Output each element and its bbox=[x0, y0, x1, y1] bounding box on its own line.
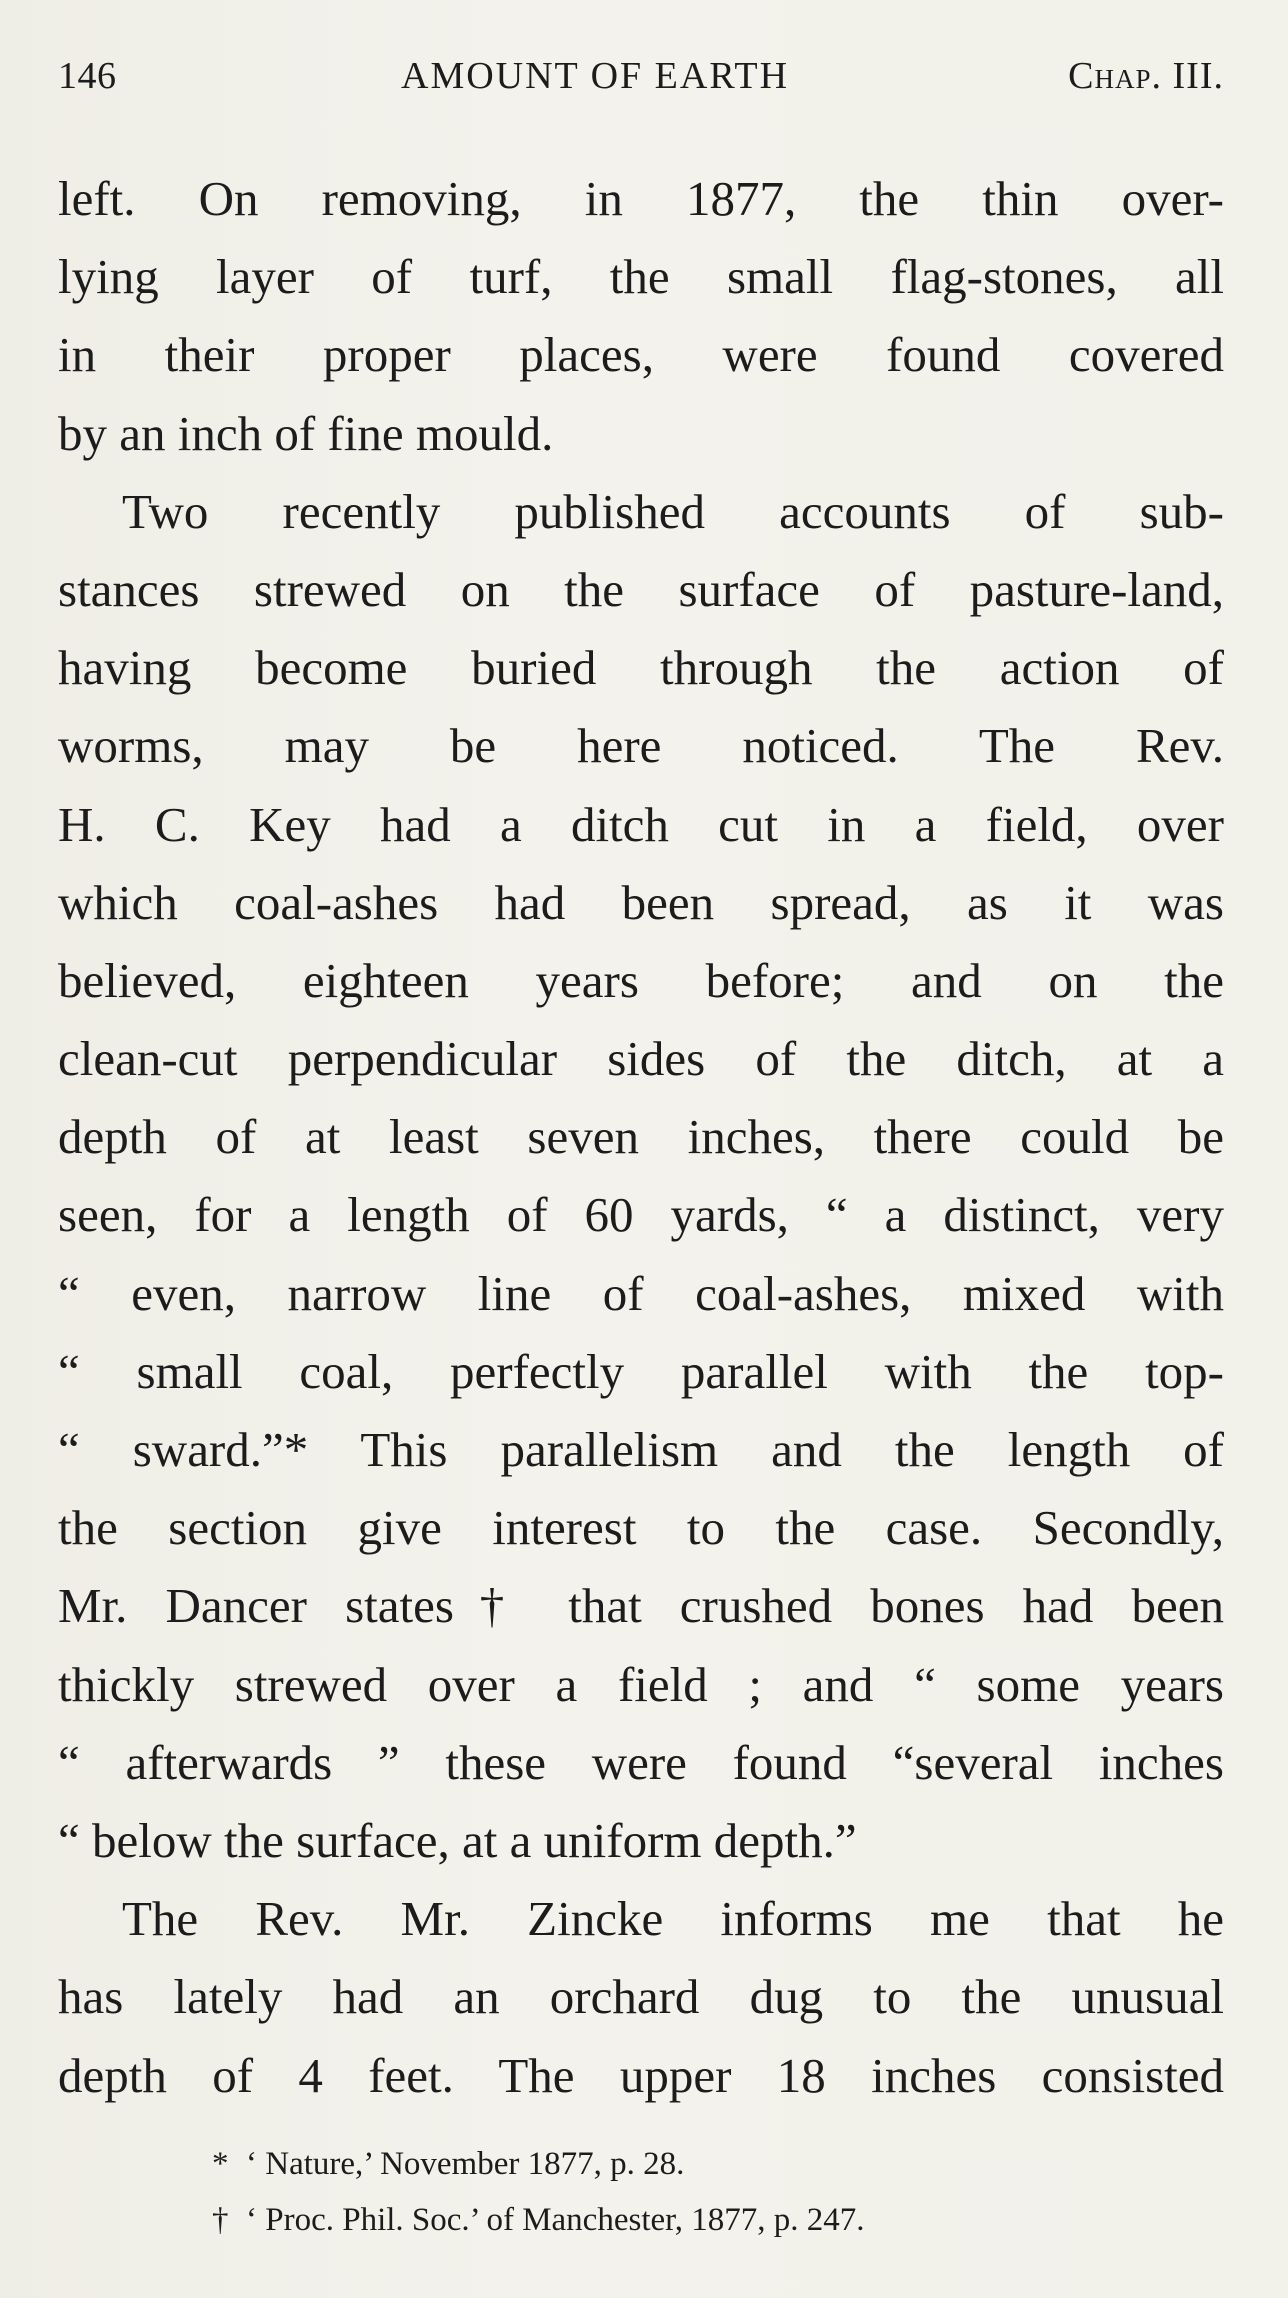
text-line: The Rev. Mr. Zincke informs me that he bbox=[122, 1891, 1224, 1947]
body-text bbox=[58, 160, 1224, 2115]
footnotes bbox=[212, 2136, 1112, 2248]
footnote bbox=[212, 2192, 1112, 2248]
text-line: “ below the surface, at a uniform depth.” bbox=[58, 1812, 857, 1868]
running-title: AMOUNT OF EARTH bbox=[401, 55, 790, 97]
text-line: clean-cut perpendicular sides of the ditch, at a bbox=[58, 1031, 1224, 1087]
footnote-text: ‘ Nature,’ November 1877, p. 28. bbox=[246, 2146, 685, 2182]
page-number: 146 bbox=[58, 55, 117, 97]
text-line: the section give interest to the case. Secondly, bbox=[58, 1500, 1224, 1556]
footnote-text: ‘ Proc. Phil. Soc.’ of Manchester, 1877, p. 247. bbox=[246, 2202, 865, 2238]
text-line: seen, for a length of 60 yards, “ a distinct, very bbox=[58, 1187, 1224, 1243]
footnote-mark: † bbox=[212, 2202, 229, 2238]
text-line: Two recently published accounts of sub- bbox=[122, 483, 1224, 539]
footnote-mark: * bbox=[212, 2146, 229, 2182]
text-line: “ small coal, perfectly parallel with the top- bbox=[58, 1343, 1224, 1399]
text-line: worms, may be here noticed. The Rev. bbox=[58, 718, 1224, 774]
text-line: by an inch of fine mould. bbox=[58, 405, 554, 461]
footnote bbox=[212, 2136, 1112, 2192]
text-line: Mr. Dancer states† that crushed bones had been bbox=[58, 1578, 1224, 1634]
text-line: “ even, narrow line of coal-ashes, mixed with bbox=[58, 1265, 1224, 1321]
page-header bbox=[58, 48, 1224, 108]
text-line: believed, eighteen years before; and on the bbox=[58, 952, 1224, 1008]
text-line: which coal-ashes had been spread, as it was bbox=[58, 874, 1224, 930]
text-line: “ sward.”* This parallelism and the length of bbox=[58, 1422, 1224, 1477]
text-line: stances strewed on the surface of pasture-land, bbox=[58, 561, 1224, 617]
text-line: H. C. Key had a ditch cut in a field, over bbox=[58, 796, 1224, 852]
text-line: left. On removing, in 1877, the thin over- bbox=[58, 171, 1224, 226]
text-line: lying layer of turf, the small flag-stones, all bbox=[58, 249, 1224, 305]
chapter-label: Chap. III. bbox=[1068, 55, 1224, 97]
text-line: having become buried through the action of bbox=[58, 640, 1224, 696]
text-line: has lately had an orchard dug to the unusual bbox=[58, 1969, 1224, 2025]
text-line: thickly strewed over a field ; and “ some years bbox=[58, 1656, 1224, 1712]
text-line: depth of at least seven inches, there could be bbox=[58, 1109, 1224, 1165]
text-line: “ afterwards ” these were found “several inches bbox=[58, 1734, 1224, 1790]
text-line: depth of 4 feet. The upper 18 inches consisted bbox=[58, 2047, 1224, 2103]
text-line: in their proper places, were found covered bbox=[58, 327, 1224, 383]
